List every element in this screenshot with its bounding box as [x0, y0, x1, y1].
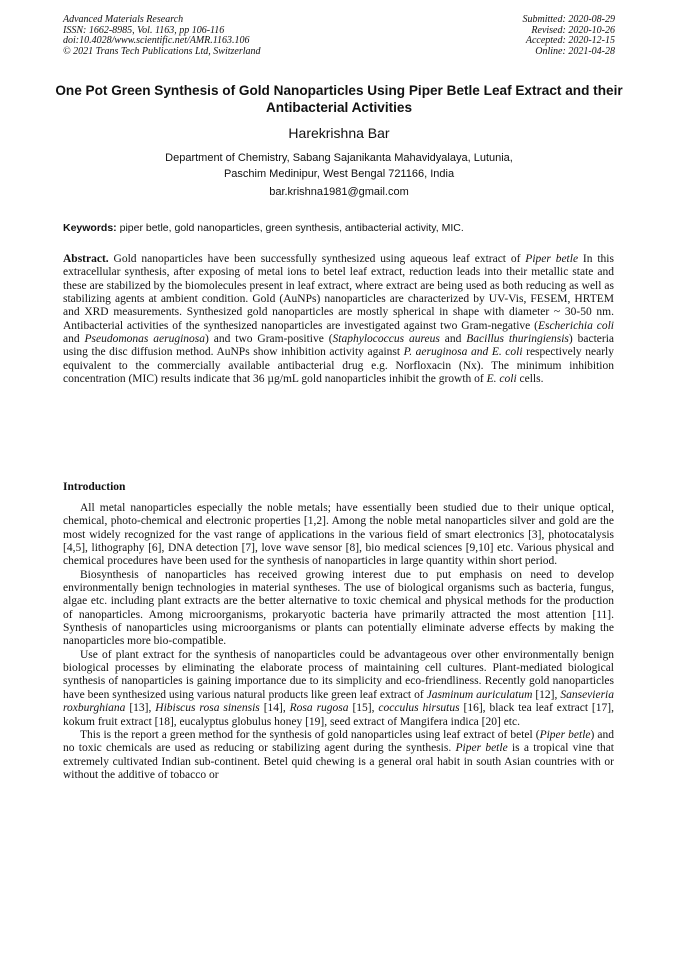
italic-term: Rosa rugosa: [289, 702, 349, 715]
text-run: Use of plant extract for the synthesis of nanoparticles could be advantageous over other environmentally benign biological processes by eliminating the elaborate process of maintaining cell cultures. Plant-mediated biological synthesis of nanoparticles is gaining importance due to its simplicity and eco-friendliness. Recently gold nanoparticles have been synthesized using various natural products like green leaf extract of: [63, 648, 614, 701]
text-run: ) bacteria using the disc diffusion method. AuNPs show inhibition activity against: [63, 333, 614, 359]
keywords: [63, 222, 623, 234]
paper-title: One Pot Green Synthesis of Gold Nanoparticles Using Piper Betle Leaf Extract and their Antibacterial Activities: [55, 83, 623, 115]
text-run: [15],: [348, 702, 379, 715]
keywords-text: piper betle, gold nanoparticles, green synthesis, antibacterial activity, MIC.: [116, 222, 464, 234]
date-submitted: Submitted: 2020-08-29: [522, 14, 615, 25]
affiliation-line: Paschim Medinipur, West Bengal 721166, India: [223, 167, 455, 180]
text-run: and: [439, 333, 467, 346]
text-run: Gold nanoparticles have been successfully synthesized using aqueous leaf extract of: [108, 253, 526, 265]
keywords-label: Keywords:: [63, 222, 117, 234]
publication-dates: [523, 15, 616, 57]
text-run: All metal nanoparticles especially the noble metals; have essentially been studied due to their unique optical, chemical, photo-chemical and electronic properties [1,2]. Among the noble metal nanoparticles silver and gold are the most widely recognized for the vast range of applications in the various field of smart electronics [3], photocatalysis [4,5], lithography [6], DNA detection [7], love wave sensor [8], bio medical sciences [9,10] etc. Various physical and chemical procedures have been used for the synthesis of nanoparticles in large quantity within short period.: [63, 502, 614, 568]
text-run: respectively nearly equivalent to the commercially available antibacterial drug e.g. Norfloxacin (Nx). The minimum inhibition concentration (MIC) results indicate that 36 µg/mL gold nanoparticles inhibit the growth of: [63, 346, 614, 386]
author-affiliation: [40, 151, 638, 182]
date-online: Online: 2021-04-28: [535, 45, 615, 57]
abstract: [63, 253, 614, 386]
abstract-label: Abstract.: [63, 253, 109, 265]
italic-term: P. aeruginosa and E. coli: [403, 346, 523, 359]
italic-term: Piper betle: [455, 742, 508, 755]
date-revised: Revised: 2020-10-26: [531, 24, 615, 36]
italic-term: Sansevieria roxburghiana: [63, 688, 614, 715]
journal-issn: ISSN: 1662-8985, Vol. 1163, pp 106-116: [63, 24, 225, 36]
text-run: [12],: [532, 688, 561, 701]
intro-paragraph: [63, 569, 614, 649]
italic-term: Pseudomonas aeruginosa: [84, 333, 206, 346]
italic-term: Jasminum auriculatum: [426, 688, 533, 701]
date-accepted: Accepted: 2020-12-15: [525, 35, 615, 47]
italic-term: Escherichia coli: [537, 319, 614, 332]
journal-name: Advanced Materials Research: [63, 14, 184, 25]
text-run: [13],: [125, 702, 156, 715]
text-run: ) and two Gram-positive (: [205, 333, 333, 346]
text-run: This is the report a green method for the synthesis of gold nanoparticles using leaf extract of betel (: [80, 728, 540, 741]
author-email[interactable]: bar.krishna1981@gmail.com: [269, 186, 409, 198]
text-run: is a tropical vine that extremely cultivated Indian sub-continent. Betel quid chewing is a general oral habit in south Asian countries with or without the additive of tobacco or: [63, 742, 615, 781]
text-run: [14],: [259, 702, 290, 715]
text-run: cells.: [516, 373, 544, 386]
italic-term: Staphylococcus aureus: [332, 333, 440, 346]
journal-info: [63, 15, 261, 57]
journal-copyright: © 2021 Trans Tech Publications Ltd, Switzerland: [63, 45, 261, 57]
text-run: and: [63, 333, 85, 346]
text-run: ) and no toxic chemicals are used as reducing or stabilizing agent during the synthesis.: [63, 728, 614, 755]
text-run: In this extracellular synthesis, after exposing of metal ions to betel leaf extract, reduction leads into their metallic state and these are stabilized by the biomolecules present in leaf extract, where extract are being used as both reducing as well as stabilizing agents at ambient condition. Gold (AuNPs) nanoparticles are characterized by UV-Vis, FESEM, HRTEM and XRD measurements. Synthesized gold nanoparticles are mostly spherical in shape with diameter ~ 30-50 nm. Antibacterial activities of the synthesized nanoparticles are investigated against two Gram-negative (: [63, 253, 614, 332]
author-name: Harekrishna Bar: [288, 125, 390, 141]
italic-term: Piper betle: [525, 253, 579, 265]
intro-paragraph: [63, 729, 614, 782]
abstract-paragraph: [63, 253, 614, 386]
italic-term: cocculus hirsutus: [378, 702, 460, 715]
intro-paragraph: [63, 502, 614, 569]
intro-paragraph: [63, 649, 614, 729]
section-heading-introduction: Introduction: [63, 481, 126, 493]
italic-term: Bacillus thuringiensis: [466, 333, 569, 346]
text-run: Biosynthesis of nanoparticles has received growing interest due to put emphasis on need to develop environmentally benign technologies in material syntheses. The use of biological organisms such as bacteria, fungus, algae etc. including plant extracts are the better alternative to toxic chemical and physical methods for the production of nanoparticles. Among microorganisms, prokaryotic bacteria have primarily attracted the most attention [11]. Synthesis of nanoparticles using microorganisms or plants can potentially eliminate adverse effects by making the nanoparticles more bio-compatible.: [63, 568, 614, 648]
affiliation-line: Department of Chemistry, Sabang Sajanikanta Mahavidyalaya, Lutunia,: [165, 152, 513, 164]
text-run: [16], black tea leaf extract [17], kokum fruit extract [18], eucalyptus globulus honey [19], seed extract of Mangifera indica [20] etc.: [63, 702, 614, 728]
italic-term: E. coli: [486, 373, 517, 386]
journal-doi[interactable]: doi:10.4028/www.scientific.net/AMR.1163.106: [63, 35, 250, 47]
italic-term: Hibiscus rosa sinensis: [155, 702, 260, 715]
italic-term: Piper betle: [539, 728, 591, 741]
introduction-body: [63, 502, 614, 782]
